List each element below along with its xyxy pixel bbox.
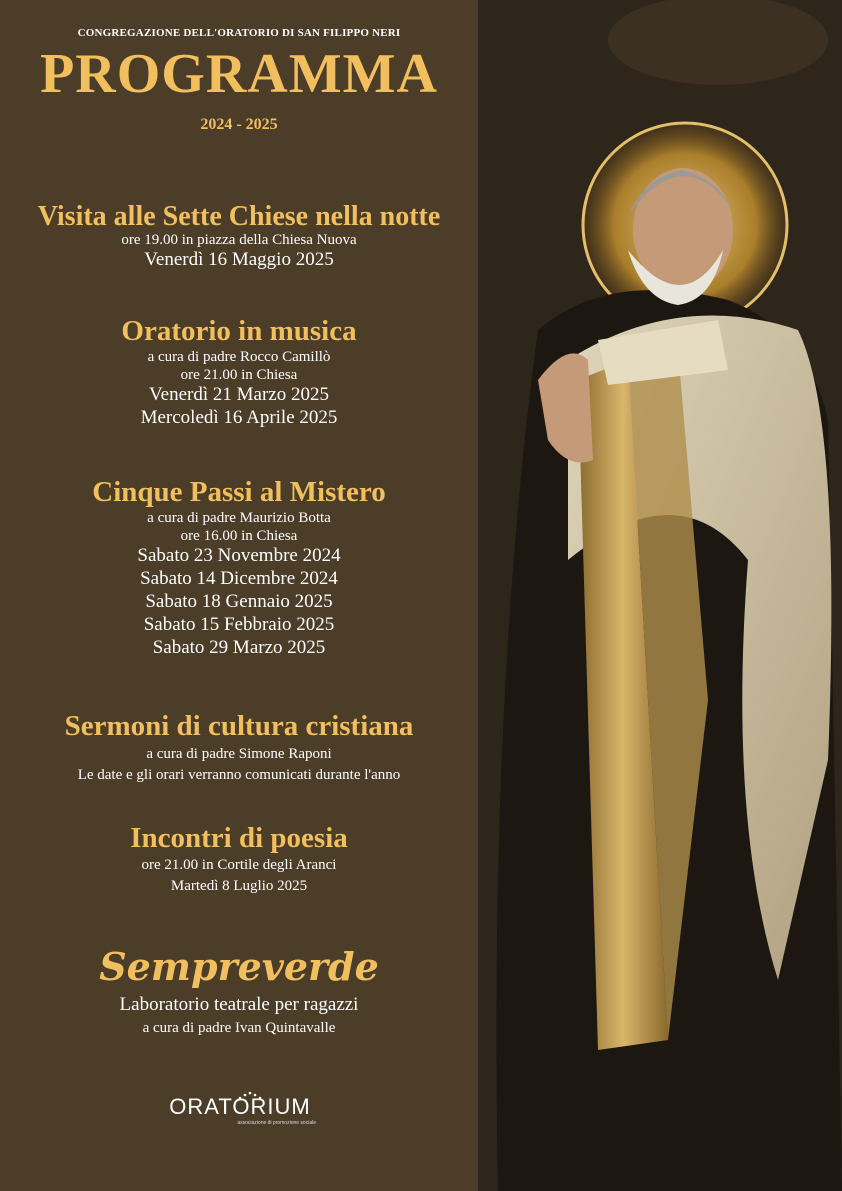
event-title: Cinque Passi al Mistero bbox=[92, 476, 386, 508]
event-title: Oratorio in musica bbox=[121, 315, 357, 347]
event-subtitle: Laboratorio teatrale per ragazzi bbox=[119, 994, 359, 1015]
event-sermoni bbox=[0, 711, 478, 784]
event-visita bbox=[0, 202, 478, 272]
event-title: Sempreverde bbox=[99, 944, 379, 989]
event-curator: a cura di padre Simone Raponi bbox=[146, 746, 332, 763]
event-detail: ore 16.00 in Chiesa bbox=[180, 528, 298, 545]
event-date: Mercoledì 16 Aprile 2025 bbox=[140, 407, 338, 429]
oratorium-logo bbox=[160, 1088, 320, 1126]
event-title: Visita alle Sette Chiese nella notte bbox=[37, 201, 441, 232]
event-detail: Le date e gli orari verranno comunicati durante l'anno bbox=[77, 767, 401, 784]
saint-illustration bbox=[478, 0, 842, 1191]
event-date: Sabato 29 Marzo 2025 bbox=[152, 636, 326, 658]
event-passi bbox=[0, 477, 478, 659]
event-date: Sabato 15 Febbraio 2025 bbox=[143, 613, 335, 635]
event-title: Sermoni di cultura cristiana bbox=[64, 710, 414, 742]
event-poesia bbox=[0, 823, 478, 895]
organization-name: CONGREGAZIONE DELL'ORATORIO DI SAN FILIPPO NERI bbox=[77, 27, 401, 39]
event-date: Venerdì 16 Maggio 2025 bbox=[144, 249, 334, 271]
event-date: Sabato 23 Novembre 2024 bbox=[137, 545, 341, 567]
event-date: Venerdì 21 Marzo 2025 bbox=[149, 384, 329, 406]
event-sempreverde bbox=[0, 944, 478, 1037]
event-curator: a cura di padre Maurizio Botta bbox=[147, 510, 331, 527]
saint-portrait bbox=[478, 0, 842, 1191]
years-label: 2024 - 2025 bbox=[200, 116, 278, 133]
event-title: Incontri di poesia bbox=[130, 822, 348, 854]
event-date: Sabato 14 Dicembre 2024 bbox=[140, 568, 338, 590]
event-date: Martedì 8 Luglio 2025 bbox=[170, 878, 308, 895]
event-date: Sabato 18 Gennaio 2025 bbox=[145, 591, 333, 613]
logo-text: ORATORIUM bbox=[169, 1094, 311, 1119]
event-curator: a cura di padre Rocco Camillò bbox=[147, 349, 331, 366]
logo-subtext: associazione di promozione sociale bbox=[237, 1120, 316, 1126]
event-curator: a cura di padre Ivan Quintavalle bbox=[142, 1019, 336, 1036]
event-musica bbox=[0, 316, 478, 430]
event-detail: ore 21.00 in Chiesa bbox=[180, 367, 298, 384]
page-title: PROGRAMMA bbox=[40, 43, 438, 105]
event-detail: ore 21.00 in Cortile degli Aranci bbox=[141, 857, 337, 874]
event-detail: ore 19.00 in piazza della Chiesa Nuova bbox=[121, 232, 357, 249]
